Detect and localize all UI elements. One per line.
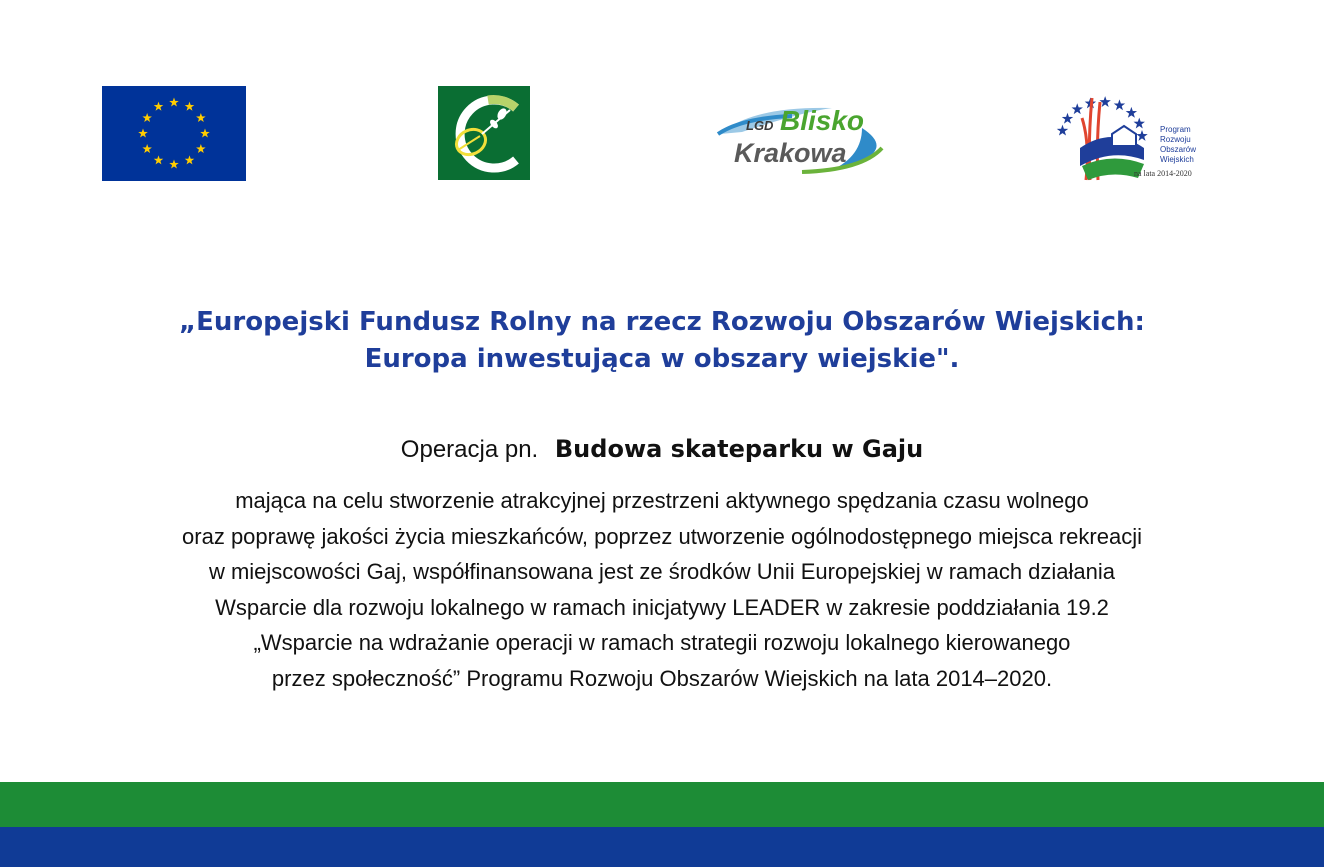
prow-star-icon [1114, 99, 1125, 110]
prow-logo-line-4: Wiejskich [1160, 155, 1194, 164]
lgd-logo-small: LGD [746, 118, 774, 133]
body-line-4: Wsparcie dla rozwoju lokalnego w ramach inicjatywy LEADER w zakresie poddziałania 19.2 [215, 594, 1109, 620]
body-line-2: oraz poprawę jakości życia mieszkańców, poprzez utworzenie ogólnodostępnego miejsca rekreacji [182, 523, 1142, 549]
leader-logo-text: LEADER [421, 38, 433, 84]
body-line-5: „Wsparcie na wdrażanie operacji w ramach strategii rozwoju lokalnego kierowanego [253, 630, 1071, 655]
main-title-line-2: Europa inwestująca w obszary wiejskie". [364, 344, 960, 374]
prow-star-icon [1072, 103, 1083, 114]
prow-logo-line-1: Program [1160, 125, 1191, 134]
footer-green-stripe [0, 782, 1324, 827]
prow-star-icon [1062, 113, 1073, 124]
prow-logo [1052, 88, 1212, 184]
operation-name: Budowa skateparku w Gaju [554, 435, 924, 463]
eu-flag-logo [102, 86, 246, 181]
footer-blue-stripe [0, 827, 1324, 867]
prow-star-icon [1126, 107, 1137, 118]
body-paragraph [0, 483, 1324, 696]
operation-line [0, 435, 1324, 464]
prow-star-icon [1136, 130, 1147, 141]
prow-logo-line-2: Rozwoju [1160, 135, 1191, 144]
prow-logo-years: na lata 2014-2020 [1134, 169, 1192, 178]
prow-star-icon [1057, 125, 1068, 136]
lgd-logo-krakowa: Krakowa [734, 138, 847, 168]
body-line-3: w miejscowości Gaj, współfinansowana jest ze środków Unii Europejskiej w ramach działania [208, 559, 1116, 584]
body-line-6: przez społeczność” Programu Rozwoju Obszarów Wiejskich na lata 2014–2020. [271, 665, 1053, 691]
leader-logo [421, 38, 532, 181]
operation-prefix: Operacja pn. [400, 436, 539, 463]
prow-star-icon [1134, 118, 1145, 129]
prow-logo-line-3: Obszarów [1160, 145, 1197, 154]
body-line-1: mająca na celu stworzenie atrakcyjnej przestrzeni aktywnego spędzania czasu wolnego [235, 488, 1089, 513]
main-title-line-1: „Europejski Fundusz Rolny na rzecz Rozwoju Obszarów Wiejskich: [179, 307, 1145, 337]
lgd-logo-blisko: Blisko [780, 105, 865, 136]
lgd-blisko-krakowa-logo [712, 98, 892, 176]
main-title [0, 304, 1324, 378]
